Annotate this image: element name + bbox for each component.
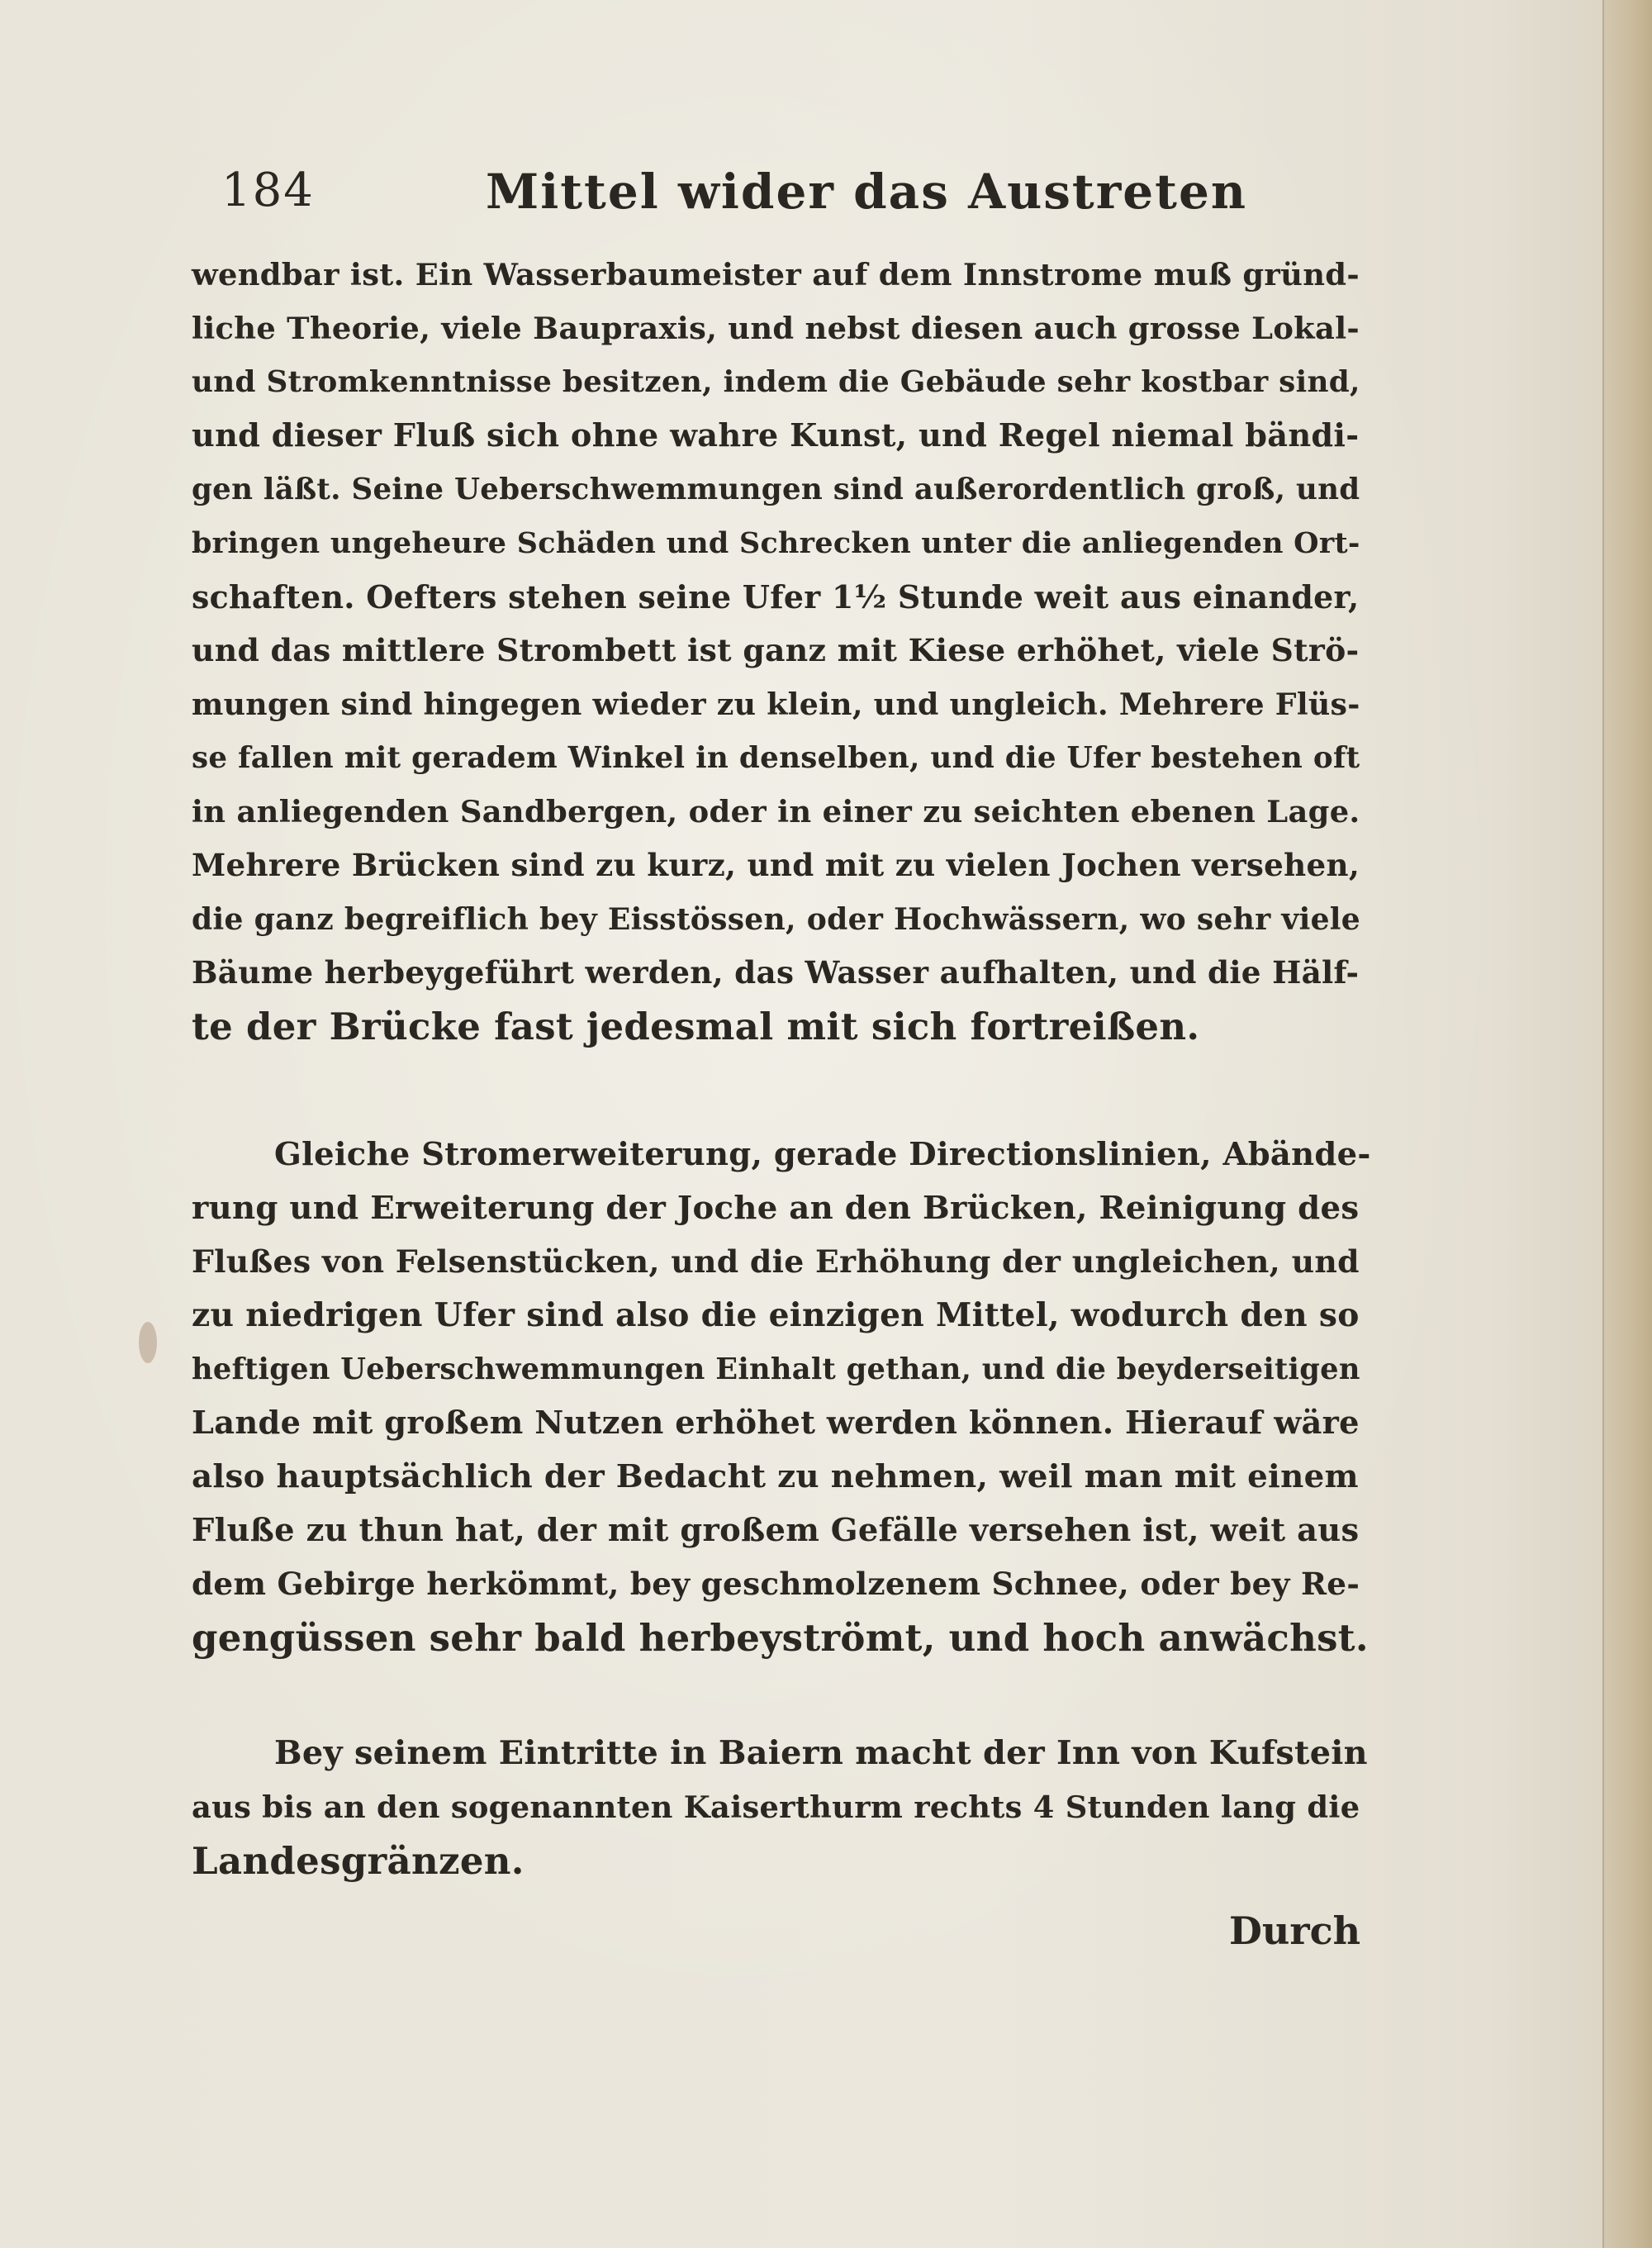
text-line: mungen sind hingegen wieder zu klein, und ungleich. Mehrere Flüs-: [192, 687, 1360, 722]
text-line: wendbar ist. Ein Wasserbaumeister auf dem Innstrome muß gründ-: [192, 256, 1360, 292]
text-line: bringen ungeheure Schäden und Schrecken unter die anliegenden Ort-: [192, 526, 1360, 560]
text-line: gengüssen sehr bald herbeyströmt, und hoch anwächst.: [192, 1616, 1369, 1660]
text-line: und dieser Fluß sich ohne wahre Kunst, und Regel niemal bändi-: [192, 417, 1360, 454]
text-line: gen läßt. Seine Ueberschwemmungen sind außerordentlich groß, und: [192, 473, 1360, 506]
text-line: aus bis an den sogenannten Kaiserthurm rechts 4 Stunden lang die: [192, 1789, 1360, 1825]
text-line: schaften. Oefters stehen seine Ufer 1½ Stunde weit aus einander,: [192, 578, 1360, 615]
text-line: und das mittlere Strombett ist ganz mit Kiese erhöhet, viele Strö-: [192, 632, 1360, 668]
paragraph-3: [192, 1727, 1381, 1888]
running-title: Mittel wider das Austreten: [486, 164, 1248, 220]
text-line: liche Theorie, viele Baupraxis, und nebst diesen auch grosse Lokal-: [192, 310, 1360, 346]
text-line: te der Brücke fast jedesmal mit sich fortreißen.: [192, 1005, 1200, 1048]
text-line: also hauptsächlich der Bedacht zu nehmen, weil man mit einem: [192, 1458, 1359, 1495]
text-line: heftigen Ueberschwemmungen Einhalt gethan, und die beyderseitigen: [192, 1352, 1360, 1386]
text-line: se fallen mit geradem Winkel in denselben, und die Ufer bestehen oft: [192, 741, 1360, 775]
text-line: Fluße zu thun hat, der mit großem Gefälle versehen ist, weit aus: [192, 1512, 1360, 1549]
text-line: zu niedrigen Ufer sind also die einzigen Mittel, wodurch den so: [192, 1296, 1360, 1334]
paper-stain: [139, 1322, 157, 1363]
paragraph-1: [192, 248, 1381, 1053]
paragraph-2: [192, 1128, 1381, 1665]
text-line: die ganz begreiflich bey Eisstössen, oder Hochwässern, wo sehr viele: [192, 901, 1361, 937]
text-line: Bäume herbeygeführt werden, das Wasser aufhalten, und die Hälf-: [192, 954, 1360, 991]
text-line: Flußes von Felsenstücken, und die Erhöhung der ungleichen, und: [192, 1243, 1360, 1280]
text-line: dem Gebirge herkömmt, bey geschmolzenem Schnee, oder bey Re-: [192, 1566, 1360, 1602]
text-line: in anliegenden Sandbergen, oder in einer zu seichten ebenen Lage.: [192, 793, 1360, 829]
text-line: Gleiche Stromerweiterung, gerade Directionslinien, Abände-: [274, 1136, 1371, 1173]
text-line: rung und Erweiterung der Joche an den Brücken, Reinigung des: [192, 1190, 1360, 1227]
text-line: Landesgränzen.: [192, 1839, 525, 1883]
page-header: [221, 157, 1394, 231]
text-line: Bey seinem Eintritte in Baiern macht der Inn von Kufstein: [274, 1734, 1368, 1772]
page-number: 184: [221, 164, 315, 217]
text-line: Mehrere Brücken sind zu kurz, und mit zu vielen Jochen versehen,: [192, 847, 1360, 883]
page-edge: [1602, 0, 1652, 2248]
catchword: Durch: [1229, 1908, 1361, 1953]
text-line: Lande mit großem Nutzen erhöhet werden können. Hierauf wäre: [192, 1404, 1360, 1442]
text-line: und Stromkenntnisse besitzen, indem die Gebäude sehr kostbar sind,: [192, 364, 1360, 399]
